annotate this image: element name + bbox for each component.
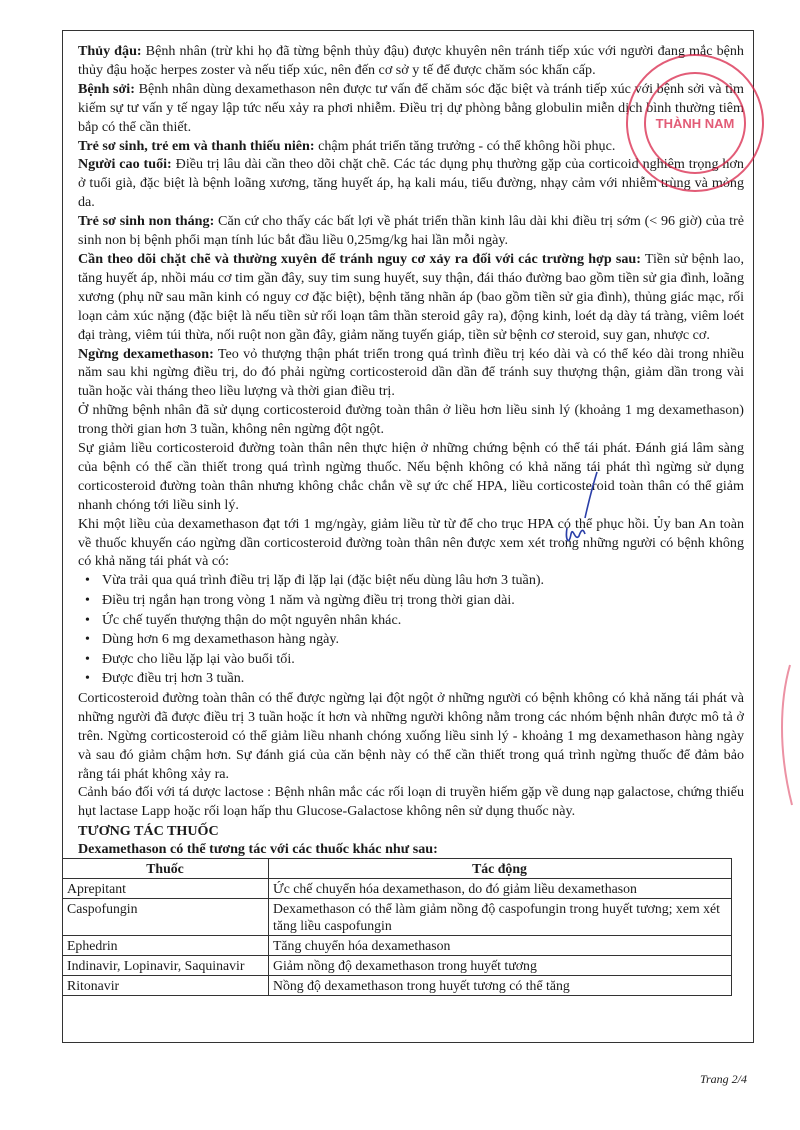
- table-cell: Ritonavir: [63, 976, 269, 996]
- edge-stamp-mark: [770, 660, 800, 810]
- para-elderly: Người cao tuổi: Điều trị lâu dài cần theo dõi chặt chẽ. Các tác dụng phụ thường gặp của corticoid nghiêm trọng hơn ở tuổi già, đặc biệt là bệnh loãng xương, tăng huyết áp, hạ kali máu, tiểu đường, nhạy cảm với nhiễm trùng và mỏng da.: [78, 156, 744, 211]
- para-preterm: Trẻ sơ sinh non tháng: Căn cứ cho thấy các bất lợi về phát triển thần kinh lâu dài khi điều trị sớm (< 96 giờ) của trẻ sinh non bị bệnh phổi mạn tính lúc bắt đầu liều 0,25mg/kg hai lần mỗi ngày.: [78, 213, 744, 249]
- table-cell: Dexamethason có thể làm giảm nồng độ caspofungin trong huyết tương; xem xét tăng liều caspofungin: [269, 899, 732, 936]
- para-systemic-dose: Ở những bệnh nhân đã sử dụng corticosteroid đường toàn thân ở liều hơn liều sinh lý (khoảng 1 mg dexamethason) trong thời gian hơn 3 tuần, không nên ngừng đột ngột.: [78, 402, 744, 438]
- table-row: [63, 899, 732, 936]
- section-title: TƯƠNG TÁC THUỐC: [78, 823, 219, 840]
- table-cell: Ephedrin: [63, 936, 269, 956]
- column-header: Tác động: [269, 859, 732, 879]
- criteria-list: [78, 571, 744, 689]
- para-dose-reduction: Sự giảm liều corticosteroid đường toàn thân nên thực hiện ở những chứng bệnh có thể tái phát. Đánh giá lâm sàng của bệnh có thể cần thiết trong quá trình ngừng thuốc. Nếu bệnh không có khả năng tái phát thì ngừng sử dụng corticosteroid đường toàn thân nhưng không chắc chắn về sự ức chế HPA, liều corticosteroid toàn thân có thể giảm nhanh chóng tới liều sinh lý.: [78, 440, 744, 513]
- table-cell: Giảm nồng độ dexamethason trong huyết tương: [269, 956, 732, 976]
- table-row: [63, 956, 732, 976]
- page-number: Trang 2/4: [700, 1072, 748, 1086]
- table-row: [63, 976, 732, 996]
- column-header: Thuốc: [63, 859, 269, 879]
- list-item: • Điều trị ngắn hạn trong vòng 1 năm và ngừng điều trị trong thời gian dài.: [102, 591, 744, 611]
- list-item: • Được điều trị hơn 3 tuần.: [102, 669, 744, 689]
- table-row: [63, 879, 732, 899]
- interaction-table: [62, 858, 732, 996]
- list-item: • Vừa trải qua quá trình điều trị lặp đi lặp lại (đặc biệt nếu dùng lâu hơn 3 tuần).: [102, 571, 744, 591]
- table-cell: Tăng chuyển hóa dexamethason: [269, 936, 732, 956]
- para-hpa-recovery: Khi một liều của dexamethason đạt tới 1 mg/ngày, giảm liều từ từ để cho trục HPA có thể phục hồi. Ủy ban An toàn về thuốc khuyến cáo ngừng dần corticosteroid đường toàn thân nên được xem xét trong những người có bệnh không có khả năng tái phát và có:: [78, 515, 744, 570]
- para-children: Trẻ sơ sinh, trẻ em và thanh thiếu niên: chậm phát triển tăng trưởng - có thể không hồi phục.: [78, 137, 616, 154]
- document-body: [67, 42, 744, 996]
- para-abrupt-stop: Corticosteroid đường toàn thân có thể được ngừng lại đột ngột ở những người có bệnh không có khả năng tái phát và những người đã được điều trị 3 tuần hoặc ít hơn và những người không nằm trong các nhóm bệnh nhân được mô tả ở trên. Ngừng corticosteroid có thể giảm liều nhanh chóng xuống liều sinh lý - khoảng 1 mg dexamethason hàng ngày và sau đó giảm chậm hơn. Sự đánh giá của căn bệnh này có thể cần thiết trong quá trình ngừng thuốc để đảm bảo rằng tái phát không xảy ra.: [78, 689, 744, 782]
- para-withdrawal: Ngừng dexamethason: Teo vỏ thượng thận phát triển trong quá trình điều trị kéo dài và có thể kéo dài trong nhiều năm sau khi ngừng điều trị, do đó phải ngừng corticosteroid dần dần để tránh suy thượng thận, giảm dần trong vài tuần hoặc vài tháng theo liều lượng và thời gian điều trị.: [78, 345, 744, 400]
- list-item: • Được cho liều lặp lại vào buổi tối.: [102, 650, 744, 670]
- list-item: • Dùng hơn 6 mg dexamethason hàng ngày.: [102, 630, 744, 650]
- table-title: Dexamethason có thể tương tác với các thuốc khác như sau:: [78, 841, 438, 858]
- table-cell: Aprepitant: [63, 879, 269, 899]
- table-header-row: [63, 859, 732, 879]
- list-item: • Ức chế tuyến thượng thận do một nguyên nhân khác.: [102, 611, 744, 631]
- table-cell: Caspofungin: [63, 899, 269, 936]
- table-cell: Ức chế chuyển hóa dexamethason, do đó giảm liều dexamethason: [269, 879, 732, 899]
- table-cell: Indinavir, Lopinavir, Saquinavir: [63, 956, 269, 976]
- para-lactose-warning: Cảnh báo đối với tá dược lactose : Bệnh nhân mắc các rối loạn di truyền hiếm gặp về dung nạp galactose, chứng thiếu hụt lactase Lapp hoặc rối loạn hấp thu Glucose-Galactose không nên sử dụng thuốc này.: [78, 784, 744, 820]
- table-row: [63, 936, 732, 956]
- para-monitoring: Cần theo dõi chặt chẽ và thường xuyên để tránh nguy cơ xảy ra đối với các trường hợp sau: Tiền sử bệnh lao, tăng huyết áp, nhồi máu cơ tim gần đây, suy tim sung huyết, suy thận, đái tháo đường bao gồm tiền sử gia đình, loãng xương (phụ nữ sau mãn kinh có nguy cơ đặc biệt), bệnh tăng nhãn áp (bao gồm tiền sử gia đình), thủng giác mạc, rối loạn cảm xúc nặng (đặc biệt là nếu tiền sử rối loạn tâm thần steroid gây ra), động kinh, loét dạ dày tá tràng, viêm loét đại tràng, viêm túi thừa, nối ruột non gần đây, giảm năng tuyến giáp, tiền sử bệnh cơ steroid, suy gan, nhược cơ.: [78, 250, 744, 343]
- para-measles: Bệnh sởi: Bệnh nhân dùng dexamethason nên được tư vấn để chăm sóc đặc biệt và tránh tiếp xúc với bệnh sởi và tìm kiếm sự tư vấn y tế ngay lập tức nếu xảy ra phơi nhiễm. Điều trị dự phòng bằng globulin miễn dịch bình thường tiêm bắp có thể cần thiết.: [78, 80, 744, 135]
- svg-text:THÀNH NAM: THÀNH NAM: [655, 116, 735, 131]
- table-cell: Nồng độ dexamethason trong huyết tương có thể tăng: [269, 976, 732, 996]
- para-varicella: Thủy đậu: Bệnh nhân (trừ khi họ đã từng bệnh thủy đậu) được khuyên nên tránh tiếp xúc với người đang mắc bệnh thủy đậu hoặc herpes zoster và nếu tiếp xúc, nên đến cơ sở y tế để được chăm sóc khẩn cấp.: [78, 43, 744, 78]
